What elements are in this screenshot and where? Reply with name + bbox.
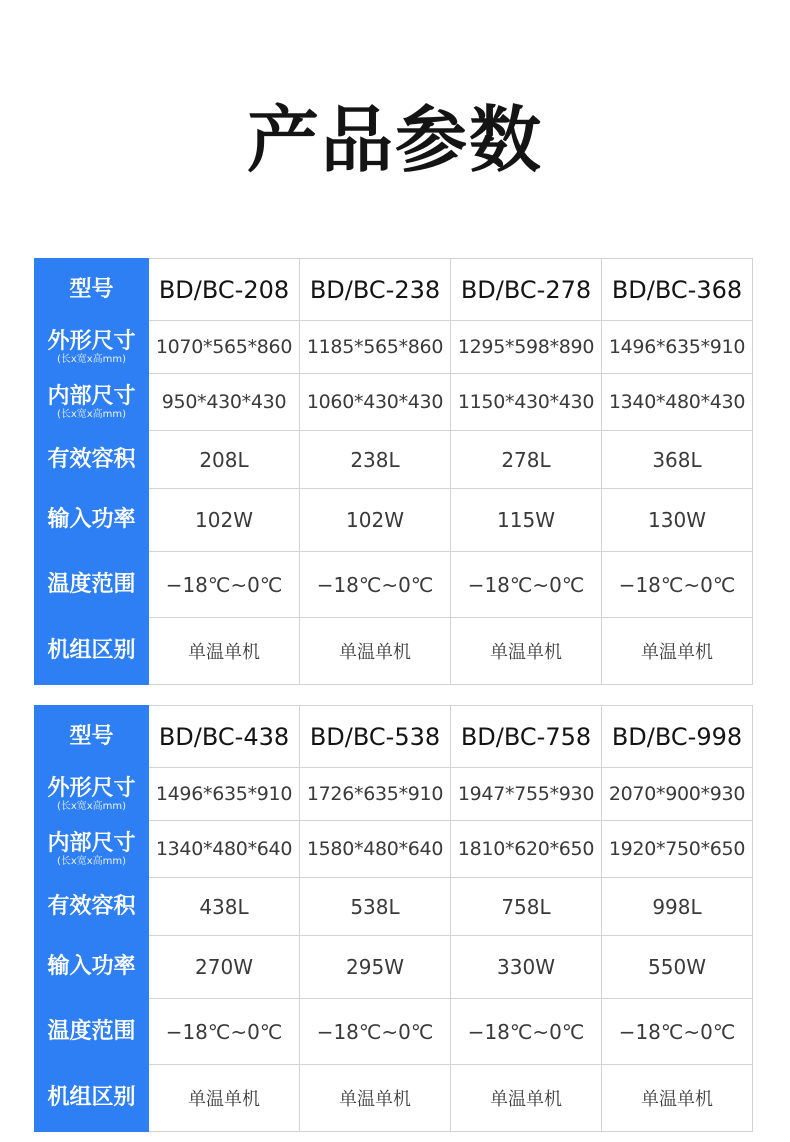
label-inner-size: 内部尺寸 (长x宽x高mm) [35, 374, 149, 431]
volume-cell: 998L [602, 878, 753, 936]
inner-size-cell: 1060*430*430 [300, 374, 451, 431]
outer-size-cell: 1496*635*910 [602, 321, 753, 374]
label-outer-size: 外形尺寸 (长x宽x高mm) [35, 321, 149, 374]
temp-cell: −18℃~0℃ [451, 999, 602, 1065]
power-cell: 102W [149, 489, 300, 552]
label-temp-range: 温度范围 [35, 552, 149, 618]
temp-cell: −18℃~0℃ [602, 999, 753, 1065]
volume-cell: 538L [300, 878, 451, 936]
label-model: 型号 [35, 706, 149, 768]
outer-size-cell: 1185*565*860 [300, 321, 451, 374]
power-cell: 270W [149, 936, 300, 999]
row-model [35, 706, 753, 768]
label-model: 型号 [35, 259, 149, 321]
model-cell: BD/BC-278 [451, 259, 602, 321]
row-model [35, 259, 753, 321]
power-cell: 295W [300, 936, 451, 999]
row-power [35, 489, 753, 552]
row-volume [35, 878, 753, 936]
row-outer-size [35, 768, 753, 821]
outer-size-cell: 1070*565*860 [149, 321, 300, 374]
unit-type-cell: 单温单机 [300, 1065, 451, 1132]
label-outer-size: 外形尺寸 (长x宽x高mm) [35, 768, 149, 821]
model-cell: BD/BC-368 [602, 259, 753, 321]
inner-size-cell: 1920*750*650 [602, 821, 753, 878]
volume-cell: 208L [149, 431, 300, 489]
row-inner-size [35, 821, 753, 878]
inner-size-cell: 1580*480*640 [300, 821, 451, 878]
inner-size-cell: 1150*430*430 [451, 374, 602, 431]
label-unit-type: 机组区别 [35, 1065, 149, 1132]
volume-cell: 238L [300, 431, 451, 489]
inner-size-cell: 950*430*430 [149, 374, 300, 431]
unit-type-cell: 单温单机 [451, 1065, 602, 1132]
spec-table [34, 258, 753, 685]
label-volume: 有效容积 [35, 878, 149, 936]
outer-size-cell: 1295*598*890 [451, 321, 602, 374]
row-unit-type [35, 1065, 753, 1132]
row-power [35, 936, 753, 999]
outer-size-cell: 1496*635*910 [149, 768, 300, 821]
outer-size-cell: 1947*755*930 [451, 768, 602, 821]
label-power: 输入功率 [35, 936, 149, 999]
outer-size-cell: 2070*900*930 [602, 768, 753, 821]
row-temp-range [35, 552, 753, 618]
volume-cell: 758L [451, 878, 602, 936]
row-temp-range [35, 999, 753, 1065]
power-cell: 102W [300, 489, 451, 552]
power-cell: 550W [602, 936, 753, 999]
model-cell: BD/BC-438 [149, 706, 300, 768]
row-inner-size [35, 374, 753, 431]
temp-cell: −18℃~0℃ [149, 999, 300, 1065]
power-cell: 115W [451, 489, 602, 552]
model-cell: BD/BC-208 [149, 259, 300, 321]
power-cell: 330W [451, 936, 602, 999]
outer-size-cell: 1726*635*910 [300, 768, 451, 821]
page-title: 产品参数 [246, 98, 543, 182]
model-cell: BD/BC-238 [300, 259, 451, 321]
volume-cell: 278L [451, 431, 602, 489]
volume-cell: 368L [602, 431, 753, 489]
volume-cell: 438L [149, 878, 300, 936]
inner-size-cell: 1340*480*430 [602, 374, 753, 431]
unit-type-cell: 单温单机 [602, 618, 753, 685]
unit-type-cell: 单温单机 [149, 618, 300, 685]
spec-table [34, 705, 753, 1132]
unit-type-cell: 单温单机 [149, 1065, 300, 1132]
label-volume: 有效容积 [35, 431, 149, 489]
label-unit-type: 机组区别 [35, 618, 149, 685]
label-power: 输入功率 [35, 489, 149, 552]
power-cell: 130W [602, 489, 753, 552]
row-unit-type [35, 618, 753, 685]
temp-cell: −18℃~0℃ [300, 552, 451, 618]
row-volume [35, 431, 753, 489]
temp-cell: −18℃~0℃ [451, 552, 602, 618]
label-inner-size: 内部尺寸 (长x宽x高mm) [35, 821, 149, 878]
temp-cell: −18℃~0℃ [300, 999, 451, 1065]
inner-size-cell: 1810*620*650 [451, 821, 602, 878]
unit-type-cell: 单温单机 [602, 1065, 753, 1132]
model-cell: BD/BC-998 [602, 706, 753, 768]
temp-cell: −18℃~0℃ [149, 552, 300, 618]
row-outer-size [35, 321, 753, 374]
inner-size-cell: 1340*480*640 [149, 821, 300, 878]
model-cell: BD/BC-758 [451, 706, 602, 768]
unit-type-cell: 单温单机 [451, 618, 602, 685]
model-cell: BD/BC-538 [300, 706, 451, 768]
label-temp-range: 温度范围 [35, 999, 149, 1065]
temp-cell: −18℃~0℃ [602, 552, 753, 618]
unit-type-cell: 单温单机 [300, 618, 451, 685]
